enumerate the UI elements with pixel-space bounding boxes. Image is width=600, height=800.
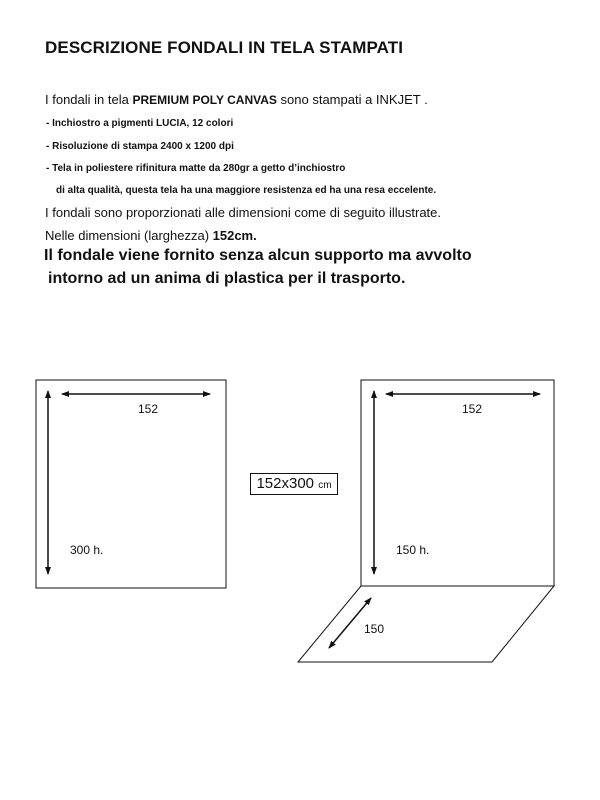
page-title: DESCRIZIONE FONDALI IN TELA STAMPATI [45, 38, 404, 57]
intro-text-pre: I fondali in tela [45, 92, 133, 107]
floor-depth-label: 150 [364, 622, 385, 636]
notice-line-2: intorno ad un anima di plastica per il trasporto. [48, 270, 406, 287]
intro-text-post: sono stampati a INKJET . [276, 92, 428, 107]
width-text-bold: 152cm. [212, 228, 257, 243]
right-width-label: 152 [462, 402, 483, 416]
size-label-box [250, 473, 338, 495]
size-unit: cm [318, 480, 332, 491]
intro-text-bold: PREMIUM POLY CANVAS [132, 93, 277, 107]
right-backdrop-wall [361, 380, 554, 586]
left-backdrop-outline [36, 380, 226, 588]
left-height-label: 300 h. [70, 543, 104, 557]
bullet-fabric: - Tela in poliestere rifinitura matte da 280gr a getto d’inchiostro [46, 163, 346, 174]
width-text-pre: Nelle dimensioni (larghezza) [45, 228, 213, 243]
proportions-paragraph: I fondali sono proporzionati alle dimensioni come di seguito illustrate. [45, 205, 441, 220]
bullet-fabric-continued: di alta qualità, questa tela ha una maggiore resistenza ed ha una resa eccelente. [56, 185, 437, 196]
left-width-label: 152 [138, 402, 159, 416]
notice-line-1: Il fondale viene fornito senza alcun supporto ma avvolto [44, 247, 472, 264]
bullet-ink: - Inchiostro a pigmenti LUCIA, 12 colori [46, 118, 234, 129]
right-backdrop-floor [298, 586, 554, 662]
bullet-resolution: - Risoluzione di stampa 2400 x 1200 dpi [46, 141, 234, 152]
right-height-label: 150 h. [396, 543, 430, 557]
size-value: 152x300 [256, 475, 315, 492]
